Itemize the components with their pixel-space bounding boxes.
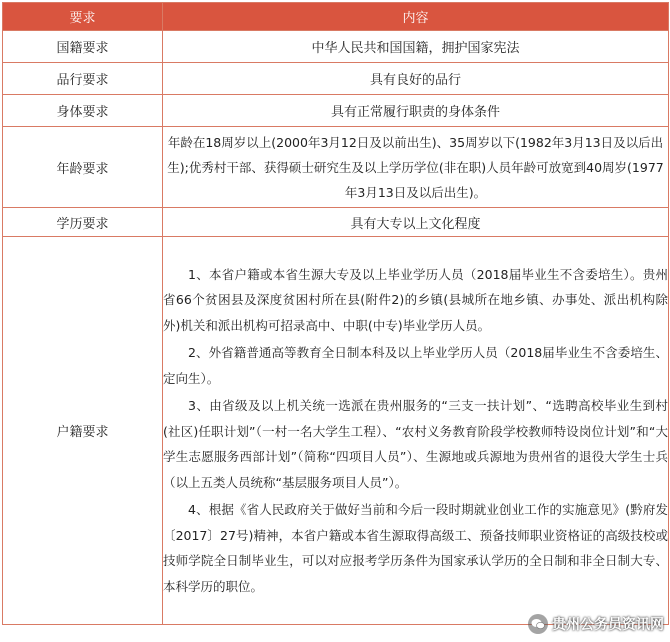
row-value-health: 具有正常履行职责的身体条件	[163, 95, 669, 127]
row-value-conduct: 具有良好的品行	[163, 63, 669, 95]
table-header-row	[3, 3, 669, 31]
header-content: 内容	[163, 3, 669, 31]
row-label-health: 身体要求	[3, 95, 163, 127]
row-value-age: 年龄在18周岁以上(2000年3月12日及以前出生)、35周岁以下(1982年3月13日及以后出生);优秀村干部、获得硕士研究生及以上学历学位(非在职)人员年龄可放宽到40周岁(1977年3月13日及以后出生)。	[163, 127, 669, 208]
row-label-household: 户籍要求	[3, 237, 163, 625]
row-value-household	[163, 237, 669, 625]
household-paragraph-4: 4、根据《省人民政府关于做好当前和今后一段时期就业创业工作的实施意见》(黔府发〔2017〕27号)精神，本省户籍或本省生源取得高级工、预备技师职业资格证的高级技校或技师学院全日制毕业生，可以对应报考学历条件为国家承认学历的全日制和非全日制大专、本科学历的职位。	[163, 502, 668, 594]
table-row	[3, 208, 669, 237]
watermark-text: 贵州公务员资讯网	[552, 617, 664, 633]
watermark	[528, 614, 664, 634]
row-label-nationality: 国籍要求	[3, 31, 163, 63]
row-label-conduct: 品行要求	[3, 63, 163, 95]
household-paragraph-2: 2、外省籍普通高等教育全日制本科及以上毕业学历人员（2018届毕业生不含委培生、定向生）。	[163, 345, 668, 386]
row-value-education: 具有大专以上文化程度	[163, 208, 669, 237]
table-row	[3, 127, 669, 208]
row-label-age: 年龄要求	[3, 127, 163, 208]
row-value-nationality: 中华人民共和国国籍，拥护国家宪法	[163, 31, 669, 63]
table-row	[3, 95, 669, 127]
header-requirement: 要求	[3, 3, 163, 31]
row-label-education: 学历要求	[3, 208, 163, 237]
requirements-table	[2, 2, 669, 625]
table-row	[3, 63, 669, 95]
household-paragraph-3: 3、由省级及以上机关统一选派在贵州服务的“三支一扶计划”、“选聘高校毕业生到村(社区)任职计划”（一村一名大学生工程）、“农村义务教育阶段学校教师特设岗位计划”和“大学生志愿服务西部计划”（简称“四项目人员”）、生源地或兵源地为贵州省的退役大学生士兵（以上五类人员统称“基层服务项目人员”）。	[163, 398, 668, 490]
table-row	[3, 31, 669, 63]
wechat-icon	[528, 614, 548, 634]
table-row	[3, 237, 669, 625]
household-paragraph-1: 1、本省户籍或本省生源大专及以上毕业学历人员（2018届毕业生不含委培生）。贵州省66个贫困县及深度贫困村所在县(附件2)的乡镇(县城所在地乡镇、办事处、派出机构除外)机关和派出机构可招录高中、中职(中专)毕业学历人员。	[163, 266, 668, 333]
